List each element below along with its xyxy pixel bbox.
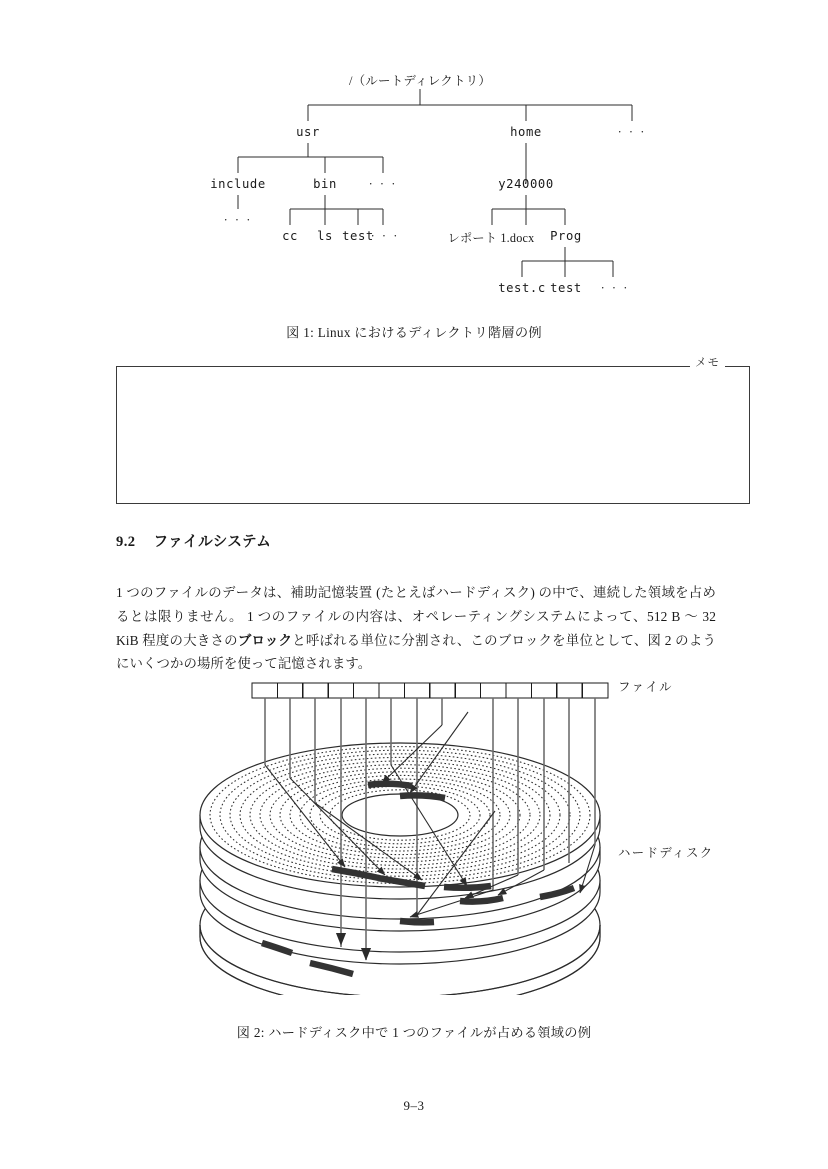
body-paragraph bbox=[116, 581, 716, 675]
tree-connector-lines bbox=[110, 55, 718, 305]
figure2-label-file: ファイル bbox=[618, 680, 673, 694]
tree-node-test-c: test.c bbox=[498, 281, 546, 295]
figure2-caption: 図 2: ハードディスク中で 1 つのファイルが占める領域の例 bbox=[236, 1025, 592, 1040]
tree-node-root-ellipsis: · · · bbox=[617, 125, 647, 139]
page-number: 9–3 bbox=[403, 1098, 425, 1113]
memo-box-label: メモ bbox=[690, 358, 725, 370]
tree-node-prog-ellipsis: · · · bbox=[600, 281, 630, 295]
tree-node-test: test bbox=[342, 229, 374, 243]
file-block-strip bbox=[252, 683, 608, 698]
tree-node-test-bin: test bbox=[550, 281, 582, 295]
figure-directory-tree bbox=[110, 55, 718, 315]
tree-node-bin: bin bbox=[313, 177, 337, 191]
body-paragraph-part2: と呼ばれる単位に分割され、このブロックを単位として、図 2 のようにいくつかの場所を使って記憶されます。 bbox=[116, 632, 716, 672]
tree-node-bin-ellipsis: · · · bbox=[370, 229, 400, 243]
body-paragraph-part1: 1 つのファイルのデータは、補助記憶装置 (たとえばハードディスク) の中で、連続した領域を占めるとは限りません。 1 つのファイルの内容は、オペレーティングシステムによって、512 B ～ 32 KiB 程度の大きさの bbox=[116, 585, 716, 648]
tree-node-usr: usr bbox=[296, 125, 320, 139]
section-heading bbox=[116, 530, 271, 551]
figure2-label-harddisk: ハードディスク bbox=[618, 846, 714, 860]
memo-box bbox=[116, 357, 750, 504]
tree-node-usr-ellipsis: · · · bbox=[368, 177, 398, 191]
tree-node-y240000: y240000 bbox=[498, 177, 554, 191]
figure-hard-disk bbox=[110, 675, 790, 995]
tree-node-include: include bbox=[210, 177, 266, 191]
tree-node-report-docx: レポート 1.docx bbox=[447, 231, 535, 245]
hard-disk-illustration bbox=[110, 675, 790, 995]
tree-node-prog: Prog bbox=[550, 229, 582, 243]
tree-node-cc: cc bbox=[282, 229, 298, 243]
body-paragraph-bold-term: ブロック bbox=[237, 632, 293, 648]
tree-node-home: home bbox=[510, 125, 542, 139]
tree-node-root: /（ルートディレクトリ） bbox=[348, 74, 492, 88]
tree-node-include-ellipsis: · · · bbox=[223, 213, 253, 227]
tree-node-ls: ls bbox=[317, 229, 333, 243]
section-number: 9.2 bbox=[116, 534, 136, 550]
figure1-caption: 図 1: Linux におけるディレクトリ階層の例 bbox=[286, 325, 542, 340]
section-title: ファイルシステム bbox=[153, 534, 272, 550]
